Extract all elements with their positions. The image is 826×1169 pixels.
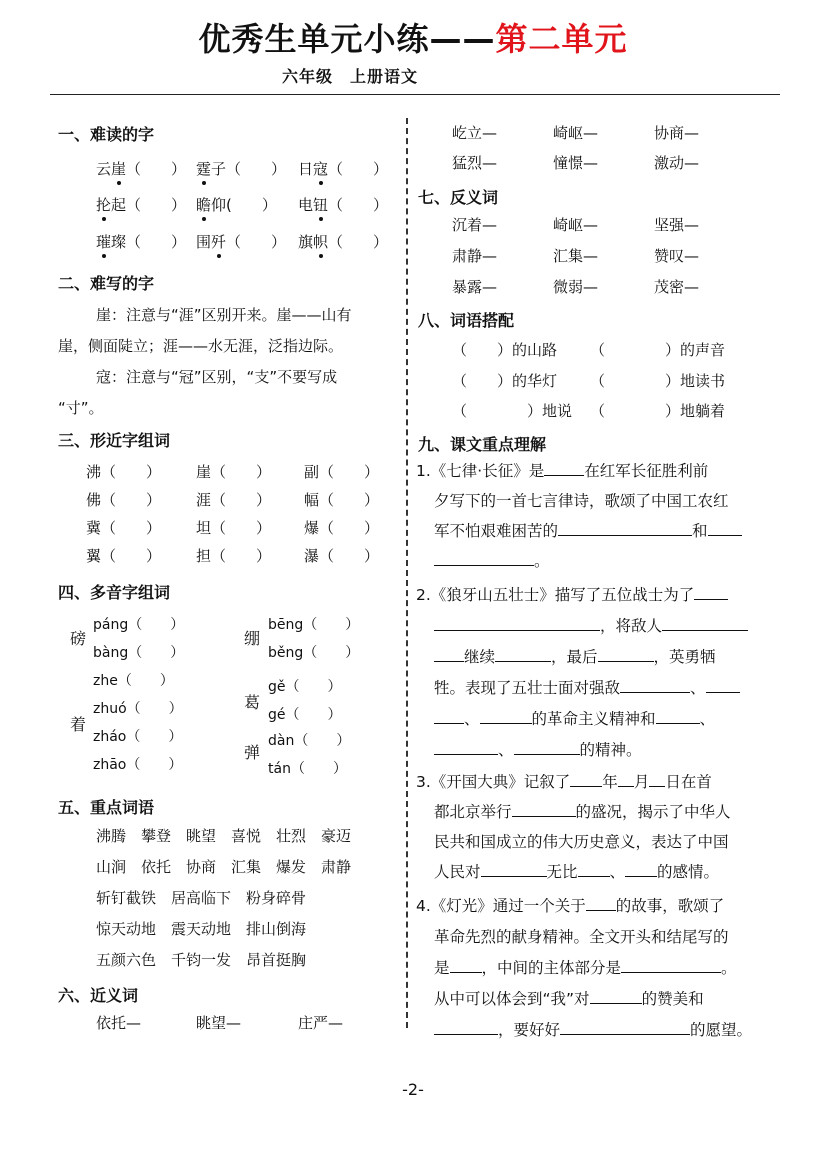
q1-line: 1.《七律·长征》是 在红军长征胜利前 — [416, 456, 708, 486]
title-main: 优秀生单元小练—— — [198, 20, 496, 58]
s3-item: 涯（ ） — [196, 491, 272, 509]
q3-line: 人民对 无比 、 的感情。 — [434, 857, 719, 887]
blank[interactable] — [578, 860, 610, 877]
s5-line: 惊天动地 震天动地 排山倒海 — [96, 920, 307, 938]
section-8-heading: 八、词语搭配 — [418, 311, 515, 330]
s1-item: 霆子（ ） — [196, 160, 287, 178]
q2-line: ，将敌人 — [434, 611, 748, 641]
s7-item: 汇集— — [553, 247, 599, 265]
blank[interactable] — [450, 956, 482, 973]
blank[interactable] — [586, 894, 616, 911]
blank[interactable] — [512, 800, 576, 817]
blank[interactable] — [495, 645, 551, 662]
s7-item: 茂密— — [654, 278, 700, 296]
s2-line: 崖：注意与“涯”区别开来。崖——山有 — [96, 306, 352, 324]
s5-line: 山涧 依托 协商 汇集 爆发 肃静 — [96, 858, 352, 876]
polyphone-char: 磅 — [70, 629, 87, 648]
s7-item: 微弱— — [553, 278, 599, 296]
s3-item: 坦（ ） — [196, 519, 272, 537]
blank[interactable] — [706, 676, 740, 693]
s5-line: 五颜六色 千钧一发 昂首挺胸 — [96, 951, 307, 969]
s6-item: 协商— — [654, 124, 700, 142]
blank[interactable] — [434, 707, 464, 724]
q4-line: 革命先烈的献身精神。全文开头和结尾写的 — [434, 928, 729, 946]
s7-item: 沉着— — [452, 216, 498, 234]
s7-item: 崎岖— — [553, 216, 599, 234]
polyphone-item: běng（ ） — [268, 645, 360, 661]
column-divider — [406, 118, 408, 1028]
blank[interactable] — [618, 770, 634, 787]
polyphone-item: tán（ ） — [268, 761, 347, 777]
blank[interactable] — [434, 645, 464, 662]
q2-line: 、 的精神。 — [434, 735, 642, 765]
q4-line: ，要好好 的愿望。 — [434, 1015, 752, 1045]
q1-line: 。 — [434, 546, 550, 576]
page-title — [0, 14, 826, 60]
polyphone-char: 绷 — [244, 629, 261, 648]
s7-item: 暴露— — [452, 278, 498, 296]
polyphone-item: páng（ ） — [93, 617, 185, 633]
s6-item: 屹立— — [452, 124, 498, 142]
s1-item: 云崖（ ） — [96, 160, 187, 178]
polyphone-item: zhuó（ ） — [93, 701, 183, 717]
q2-line: 继续 ，最后 ，英勇牺 — [434, 642, 716, 672]
s3-item: 幅（ ） — [304, 491, 380, 509]
s6-item: 崎岖— — [553, 124, 599, 142]
blank[interactable] — [656, 707, 700, 724]
s3-item: 瀑（ ） — [304, 547, 380, 565]
blank[interactable] — [590, 987, 642, 1004]
s8-item: （ ）地说 — [452, 402, 573, 420]
q2-line: 牲。表现了五壮士面对强敌 、 — [434, 673, 740, 703]
blank[interactable] — [434, 549, 534, 566]
s6-item: 激动— — [654, 154, 700, 172]
s8-item: （ ）的华灯 — [452, 372, 558, 390]
polyphone-char: 弹 — [244, 743, 261, 762]
polyphone-item: gě（ ） — [268, 679, 342, 695]
q3-line: 3.《开国大典》记叙了 年 月 日在首 — [416, 767, 712, 797]
q4-line: 从中可以体会到“我”对 的赞美和 — [434, 984, 704, 1014]
section-3-heading: 三、形近字组词 — [58, 431, 171, 450]
polyphone-item: bàng（ ） — [93, 645, 185, 661]
s1-item: 电钮（ ） — [298, 196, 389, 214]
polyphone-item: bēng（ ） — [268, 617, 360, 633]
s3-item: 副（ ） — [304, 463, 380, 481]
s3-item: 沸（ ） — [86, 463, 162, 481]
polyphone-item: dàn（ ） — [268, 733, 351, 749]
s1-item: 日寇（ ） — [298, 160, 389, 178]
s8-item: （ ）的山路 — [452, 341, 558, 359]
section-5-heading: 五、重点词语 — [58, 798, 155, 817]
subtitle: 六年级 上册语文 — [282, 67, 419, 86]
s8-item: （ ）的声音 — [590, 341, 726, 359]
s1-item: 瞻仰( ） — [196, 196, 277, 214]
s1-item: 璀璨（ ） — [96, 233, 187, 251]
polyphone-char: 葛 — [244, 693, 261, 712]
section-4-heading: 四、多音字组词 — [58, 583, 171, 602]
s3-item: 担（ ） — [196, 547, 272, 565]
blank[interactable] — [621, 956, 721, 973]
s3-item: 崖（ ） — [196, 463, 272, 481]
blank[interactable] — [649, 770, 665, 787]
s1-item: 围歼（ ） — [196, 233, 287, 251]
s2-line: 寇：注意与“冠”区别，“支”不要写成 — [96, 368, 338, 386]
section-2-heading: 二、难写的字 — [58, 274, 155, 293]
s3-item: 佛（ ） — [86, 491, 162, 509]
s3-item: 翼（ ） — [86, 547, 162, 565]
s6-item: 猛烈— — [452, 154, 498, 172]
s6-item: 依托— — [96, 1014, 142, 1032]
q2-line: 、 的革命主义精神和 、 — [434, 704, 715, 734]
q3-line: 民共和国成立的伟大历史意义，表达了中国 — [434, 833, 729, 851]
q1-line: 夕写下的一首七言律诗，歌颂了中国工农红 — [434, 492, 729, 510]
polyphone-item: zhāo（ ） — [93, 757, 183, 773]
s1-item: 抡起（ ） — [96, 196, 187, 214]
s6-item: 憧憬— — [553, 154, 599, 172]
blank[interactable] — [570, 770, 602, 787]
s1-item: 旗帜（ ） — [298, 233, 389, 251]
s5-line: 斩钉截铁 居高临下 粉身碎骨 — [96, 889, 307, 907]
page-number: -2- — [402, 1080, 424, 1099]
blank[interactable] — [708, 519, 742, 536]
blank[interactable] — [434, 1018, 498, 1035]
blank[interactable] — [662, 614, 748, 631]
q2-line: 2.《狼牙山五壮士》描写了五位战士为了 — [416, 580, 728, 610]
q3-line: 都北京举行 的盛况，揭示了中华人 — [434, 797, 731, 827]
s5-line: 沸腾 攀登 眺望 喜悦 壮烈 豪迈 — [96, 827, 352, 845]
blank[interactable] — [598, 645, 654, 662]
q4-line: 4.《灯光》通过一个关于 的故事，歌颂了 — [416, 891, 724, 921]
q4-line: 是 ，中间的主体部分是 。 — [434, 953, 737, 983]
s7-item: 坚强— — [654, 216, 700, 234]
polyphone-item: zháo（ ） — [93, 729, 183, 745]
s6-item: 庄严— — [298, 1014, 344, 1032]
blank[interactable] — [544, 459, 584, 476]
blank[interactable] — [625, 860, 657, 877]
blank[interactable] — [434, 614, 600, 631]
title-unit: 第二单元 — [495, 20, 628, 58]
polyphone-item: zhe（ ） — [93, 673, 174, 689]
q1-line: 军不怕艰难困苦的 和 — [434, 516, 742, 546]
blank[interactable] — [480, 707, 532, 724]
polyphone-char: 着 — [70, 715, 87, 734]
section-1-heading: 一、难读的字 — [58, 125, 155, 144]
s7-item: 赞叹— — [654, 247, 700, 265]
s7-item: 肃静— — [452, 247, 498, 265]
header-rule — [50, 94, 780, 95]
s6-item: 眺望— — [196, 1014, 242, 1032]
blank[interactable] — [694, 583, 728, 600]
blank[interactable] — [434, 738, 498, 755]
s3-item: 爆（ ） — [304, 519, 380, 537]
section-9-heading: 九、课文重点理解 — [418, 435, 547, 454]
blank[interactable] — [514, 738, 580, 755]
blank[interactable] — [560, 1018, 690, 1035]
section-7-heading: 七、反义词 — [418, 188, 499, 207]
polyphone-item: gé（ ） — [268, 707, 342, 723]
s2-line: 崖，侧面陡立；涯——水无涯，泛指边际。 — [58, 337, 344, 355]
s8-item: （ ）地躺着 — [590, 402, 726, 420]
section-6-heading: 六、近义词 — [58, 986, 139, 1005]
s3-item: 冀（ ） — [86, 519, 162, 537]
blank[interactable] — [558, 519, 692, 536]
s2-line: “寸”。 — [58, 399, 104, 417]
blank[interactable] — [620, 676, 690, 693]
s8-item: （ ）地读书 — [590, 372, 726, 390]
blank[interactable] — [481, 860, 547, 877]
